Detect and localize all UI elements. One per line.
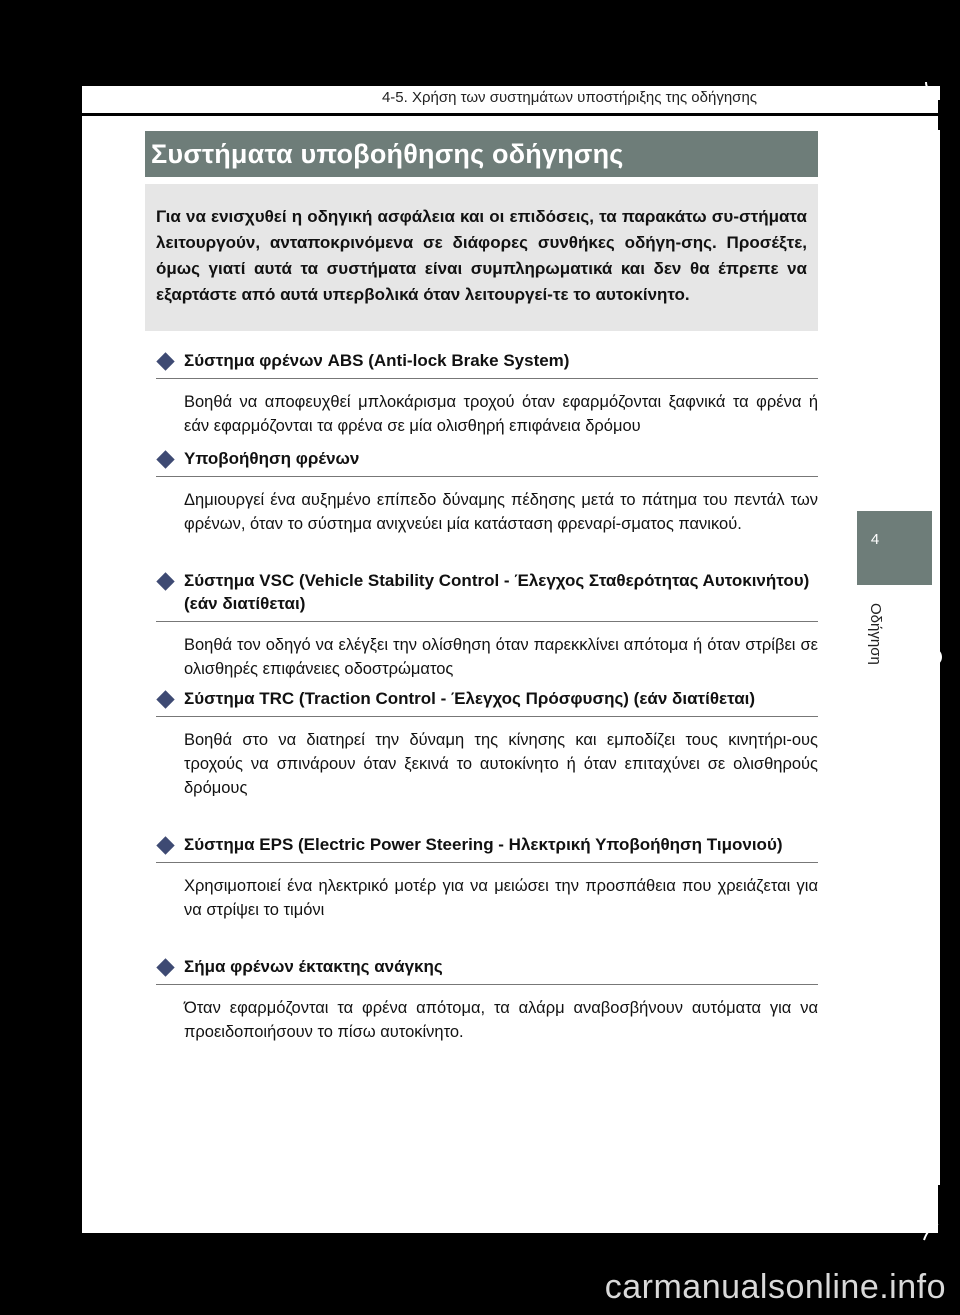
- diamond-bullet-icon: [156, 450, 174, 468]
- chapter-side-tab: [857, 511, 932, 585]
- section-brake-assist: [156, 447, 818, 536]
- section-heading: [156, 833, 818, 863]
- section-emergency-signal: [156, 955, 818, 1044]
- diamond-bullet-icon: [156, 352, 174, 370]
- diamond-bullet-icon: [156, 836, 174, 854]
- section-body: Βοηθά στο να διατηρεί την δύναμη της κίνησης και εμποδίζει τους κινητήρι-ους τροχούς να σπινάρουν όταν ξεκινά το αυτοκίνητο ή όταν επιταχύνει σε ολισθηρούς δρόμους: [184, 731, 818, 797]
- chapter-side-label: Οδήγηση: [867, 603, 884, 665]
- section-heading: [156, 955, 818, 985]
- section-trc: [156, 687, 818, 800]
- section-body: Χρησιμοποιεί ένα ηλεκτρικό μοτέρ για να μειώσει την προσπάθεια που χρειάζεται για να στρίψει το τιμόνι: [184, 877, 818, 919]
- chapter-number: 4: [870, 531, 880, 548]
- page-title: Συστήματα υποβοήθησης οδήγησης: [151, 139, 624, 169]
- section-heading: [156, 447, 818, 477]
- intro-box: [145, 184, 818, 331]
- section-abs: [156, 349, 818, 438]
- title-bar: [145, 131, 818, 177]
- section-heading: [156, 349, 818, 379]
- watermark: carmanualsonline.info: [604, 1268, 946, 1306]
- section-title: Σύστημα VSC (Vehicle Stability Control - Έλεγχος Σταθερότητας Αυτοκινήτου) (εάν διατίθεται): [184, 571, 810, 613]
- section-body: Όταν εφαρμόζονται τα φρένα απότομα, τα αλάρμ αναβοσβήνουν αυτόματα για να προειδοποιήσουν το πίσω αυτοκίνητο.: [184, 999, 818, 1041]
- section-body: Βοηθά τον οδηγό να ελέγξει την ολίσθηση όταν παρεκκλίνει απότομα ή όταν στρίβει σε ολισθηρές επιφάνειες οδοστρώματος: [184, 636, 818, 678]
- section-title: Σύστημα φρένων ABS (Anti-lock Brake System): [184, 351, 570, 370]
- section-title: Σήμα φρένων έκτακτης ανάγκης: [184, 957, 443, 976]
- section-body: Βοηθά να αποφευχθεί μπλοκάρισμα τροχού όταν εφαρμόζονται ξαφνικά τα φρένα ή εάν εφαρμόζονται τα φρένα σε μία ολισθηρή επιφάνεια δρόμου: [184, 393, 818, 435]
- section-heading: [156, 569, 818, 622]
- crop-mark: [938, 100, 941, 130]
- section-body: Δημιουργεί ένα αυξημένο επίπεδο δύναμης πέδησης μετά το πάτημα του πεντάλ των φρένων, όταν το σύστημα ανιχνεύει μία κατάσταση φρεναρί-σματος πανικού.: [184, 491, 818, 533]
- section-vsc: [156, 569, 818, 681]
- intro-text: Για να ενισχυθεί η οδηγική ασφάλεια και οι επιδόσεις, τα παρακάτω συ-στήματα λειτουργούν, ανταποκρινόμενα σε διάφορες συνθήκες οδήγη-σης. Προσέξτε, όμως γιατί αυτά τα συστήματα είναι συμπληρωματικά και δεν θα έπρεπε να εξαρτάστε από αυτά υπερβολικά όταν λειτουργεί-τε το αυτοκίνητο.: [156, 207, 807, 304]
- registration-mark-icon: [922, 646, 944, 668]
- chapter-header: 4-5. Χρήση των συστημάτων υποστήριξης της οδήγησης: [381, 89, 758, 106]
- manual-page: [82, 86, 940, 1233]
- diamond-bullet-icon: [156, 572, 174, 590]
- diamond-bullet-icon: [156, 690, 174, 708]
- section-heading: [156, 687, 818, 717]
- diamond-bullet-icon: [156, 958, 174, 976]
- section-eps: [156, 833, 818, 922]
- section-title: Υποβοήθηση φρένων: [184, 449, 360, 468]
- corner-mark-icon: [924, 80, 946, 102]
- header-rule: [82, 113, 940, 116]
- corner-mark-icon: [922, 1220, 944, 1242]
- section-title: Σύστημα EPS (Electric Power Steering - Ηλεκτρική Υποβοήθηση Τιμονιού): [184, 835, 783, 854]
- section-title: Σύστημα TRC (Traction Control - Έλεγχος Πρόσφυσης) (εάν διατίθεται): [184, 689, 756, 708]
